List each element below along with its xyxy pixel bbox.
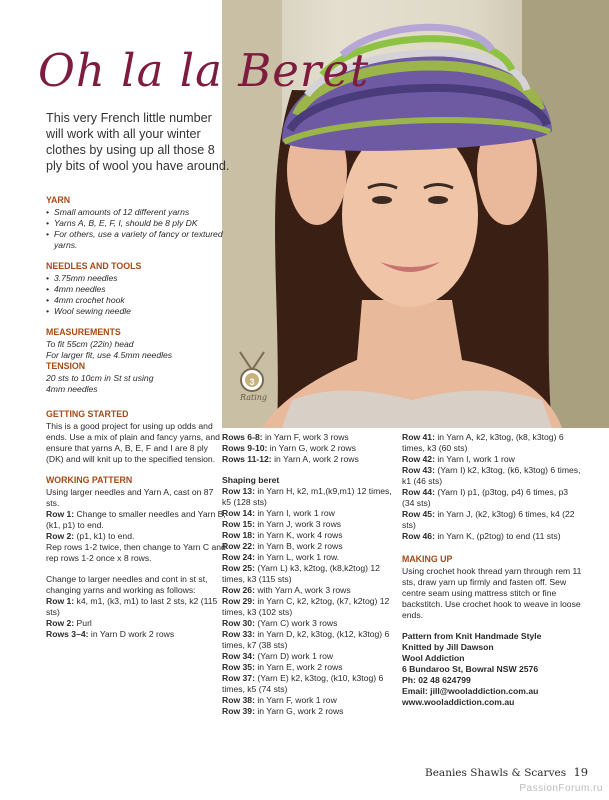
pattern-row bbox=[222, 673, 392, 695]
credit-website[interactable]: www.wooladdiction.com.au bbox=[402, 697, 515, 707]
pattern-row bbox=[46, 509, 226, 531]
row-text: in Yarn I, work 1 row bbox=[434, 454, 515, 464]
row-label: Rows 11-12: bbox=[222, 454, 272, 464]
row-label: Row 14: bbox=[222, 508, 255, 518]
credit-line: Ph: 02 48 624799 bbox=[402, 675, 471, 685]
row-text: in Yarn G, work 2 rows bbox=[267, 443, 356, 453]
column-2 bbox=[222, 432, 392, 717]
rating-label: Rating bbox=[240, 393, 268, 402]
repeat-text: Rep rows 1-2 twice, then change to Yarn C and rep rows 1-2 once x 8 rows. bbox=[46, 542, 226, 563]
row-label: Row 46: bbox=[402, 531, 435, 541]
watermark: PassionForum.ru bbox=[519, 783, 603, 794]
pattern-row bbox=[222, 662, 392, 673]
tension-line: 4mm needles bbox=[46, 384, 98, 394]
measurements-heading: MEASUREMENTS bbox=[46, 327, 121, 337]
pattern-row bbox=[222, 443, 392, 454]
row-label: Row 39: bbox=[222, 706, 255, 716]
working-pattern-intro: Using larger needles and Yarn A, cast on 87 sts. bbox=[46, 487, 214, 508]
pattern-row bbox=[222, 541, 392, 552]
rating-badge bbox=[240, 372, 264, 390]
pattern-row bbox=[46, 596, 226, 618]
row-label: Row 26: bbox=[222, 585, 255, 595]
row-label: Row 41: bbox=[402, 432, 435, 442]
list-item: • For others, use a variety of fancy or textured yarns. bbox=[46, 229, 226, 251]
row-label: Row 29: bbox=[222, 596, 255, 606]
credit-line: Wool Addiction bbox=[402, 653, 465, 663]
tension-heading: TENSION bbox=[46, 361, 86, 371]
row-label: Row 22: bbox=[222, 541, 255, 551]
pattern-row bbox=[222, 519, 392, 530]
list-item: • Small amounts of 12 different yarns bbox=[46, 207, 226, 218]
row-text: (p1, k1) to end. bbox=[74, 531, 135, 541]
credits bbox=[402, 631, 582, 708]
credit-line: Pattern from Knit Handmade Style bbox=[402, 631, 542, 641]
pattern-row bbox=[222, 706, 392, 717]
pattern-row bbox=[222, 695, 392, 706]
magazine-name: Beanies Shawls & Scarves bbox=[425, 767, 567, 779]
row-text: in Yarn A, k2, k3tog, (k8, k3tog) 6 times, k3 (60 sts) bbox=[402, 432, 564, 453]
row-label: Rows 9-10: bbox=[222, 443, 268, 453]
intro-paragraph: This very French little number will work with all your winter clothes by using up all those 8 ply bits of wool you have around. bbox=[46, 111, 230, 173]
pattern-row bbox=[222, 596, 392, 618]
pattern-row bbox=[46, 531, 226, 542]
tension-line: 20 sts to 10cm in St st using bbox=[46, 373, 154, 383]
page-number: 19 bbox=[573, 765, 589, 779]
row-label: Row 38: bbox=[222, 695, 255, 705]
row-text: in Yarn D, k2, k3tog, (k12, k3tog) 6 times, k7 (38 sts) bbox=[222, 629, 390, 650]
yarn-list bbox=[46, 207, 226, 251]
row-label: Row 1: bbox=[46, 509, 75, 519]
yarn-heading: YARN bbox=[46, 195, 71, 205]
row-text: (Yarn C) work 3 rows bbox=[254, 618, 338, 628]
pattern-row bbox=[46, 629, 226, 640]
credit-line: Knitted by Jill Dawson bbox=[402, 642, 494, 652]
row-text: (Yarn I) p1, (p3tog, p4) 6 times, p3 (34 sts) bbox=[402, 487, 569, 508]
row-text: in Yarn A, work 2 rows bbox=[271, 454, 359, 464]
pattern-row bbox=[222, 552, 392, 563]
pattern-row bbox=[222, 618, 392, 629]
row-label: Row 25: bbox=[222, 563, 255, 573]
row-label: Row 34: bbox=[222, 651, 255, 661]
list-item: • 4mm needles bbox=[46, 284, 226, 295]
row-label: Rows 6-8: bbox=[222, 432, 263, 442]
making-up-text: Using crochet hook thread yarn through rem 11 sts, draw yarn up firmly and fasten off. Sew centre seam using mattress stitch or fine backstitch. Use crochet hook to weave in loose ends. bbox=[402, 566, 582, 620]
row-text: in Yarn F, work 1 row bbox=[254, 695, 337, 705]
pattern-row bbox=[222, 563, 392, 585]
row-label: Row 1: bbox=[46, 596, 75, 606]
pattern-row bbox=[222, 432, 392, 443]
page-title: Oh la la Beret bbox=[38, 44, 370, 97]
row-label: Row 13: bbox=[222, 486, 255, 496]
row-text: in Yarn I, work 1 row bbox=[254, 508, 335, 518]
list-item: • 3.75mm needles bbox=[46, 273, 226, 284]
pattern-row bbox=[222, 486, 392, 508]
row-label: Row 18: bbox=[222, 530, 255, 540]
needles-list bbox=[46, 273, 226, 317]
pattern-row bbox=[222, 651, 392, 662]
column-3 bbox=[402, 432, 582, 708]
row-label: Row 33: bbox=[222, 629, 255, 639]
row-label: Row 24: bbox=[222, 552, 255, 562]
pattern-row bbox=[402, 454, 582, 465]
row-text: in Yarn C, k2, k2tog, (k7, k2tog) 12 times, k3 (102 sts) bbox=[222, 596, 390, 617]
row-text: with Yarn A, work 3 rows bbox=[254, 585, 351, 595]
row-label: Row 44: bbox=[402, 487, 435, 497]
row-label: Row 15: bbox=[222, 519, 255, 529]
pattern-row bbox=[402, 531, 582, 542]
row-text: in Yarn J, (k2, k3tog) 6 times, k4 (22 sts) bbox=[402, 509, 575, 530]
row-text: in Yarn B, work 2 rows bbox=[254, 541, 343, 551]
list-item: • 4mm crochet hook bbox=[46, 295, 226, 306]
row-label: Row 30: bbox=[222, 618, 255, 628]
measurement-line: To fit 55cm (22in) head bbox=[46, 339, 134, 349]
rating-value: 3 bbox=[249, 377, 255, 387]
row-text: in Yarn E, work 2 rows bbox=[254, 662, 343, 672]
row-text: in Yarn J, work 3 rows bbox=[254, 519, 342, 529]
list-item: • Wool sewing needle bbox=[46, 306, 226, 317]
row-label: Row 35: bbox=[222, 662, 255, 672]
row-text: in Yarn H, k2, m1,(k9,m1) 12 times, k5 (128 sts) bbox=[222, 486, 392, 507]
pattern-row bbox=[402, 487, 582, 509]
change-text: Change to larger needles and cont in st st, changing yarns and working as follows: bbox=[46, 574, 208, 595]
pattern-row bbox=[222, 530, 392, 541]
pattern-row bbox=[222, 454, 392, 465]
row-text: (Yarn E) k2, k3tog, (k10, k3tog) 6 times, k5 (74 sts) bbox=[222, 673, 384, 694]
row-label: Rows 3–4: bbox=[46, 629, 89, 639]
getting-started-text: This is a good project for using up odds and ends. Use a mix of plain and fancy yarns, and ensure that yarns A, B, E, F and I are 8 ply (DK) and will knit up to the specified tension. bbox=[46, 421, 220, 464]
row-text: in Yarn K, (p2tog) to end (11 sts) bbox=[434, 531, 561, 541]
row-label: Row 43: bbox=[402, 465, 435, 475]
pattern-row bbox=[222, 508, 392, 519]
pattern-row bbox=[402, 509, 582, 531]
pattern-row bbox=[402, 432, 582, 454]
shaping-heading: Shaping beret bbox=[222, 475, 280, 485]
row-label: Row 42: bbox=[402, 454, 435, 464]
row-text: (Yarn D) work 1 row bbox=[254, 651, 334, 661]
credit-line: 6 Bundaroo St, Bowral NSW 2576 bbox=[402, 664, 539, 674]
row-text: Change to smaller needles and Yarn B, (k1, p1) to end. bbox=[46, 509, 226, 530]
row-text: Purl bbox=[74, 618, 92, 628]
column-1 bbox=[46, 195, 226, 640]
needles-heading: NEEDLES AND TOOLS bbox=[46, 261, 142, 271]
pattern-row bbox=[46, 618, 226, 629]
row-text: in Yarn F, work 3 rows bbox=[262, 432, 349, 442]
row-label: Row 45: bbox=[402, 509, 435, 519]
getting-started-heading: GETTING STARTED bbox=[46, 409, 129, 419]
row-text: (Yarn L) k3, k2tog, (k8,k2tog) 12 times, k3 (115 sts) bbox=[222, 563, 380, 584]
pattern-row bbox=[222, 629, 392, 651]
row-text: in Yarn K, work 4 rows bbox=[254, 530, 343, 540]
working-pattern-heading: WORKING PATTERN bbox=[46, 475, 133, 485]
measurement-line: For larger fit, use 4.5mm needles bbox=[46, 350, 173, 360]
row-label: Row 2: bbox=[46, 531, 75, 541]
credit-email[interactable]: Email: jill@wooladdiction.com.au bbox=[402, 686, 539, 696]
row-text: in Yarn G, work 2 rows bbox=[254, 706, 344, 716]
pattern-row bbox=[402, 465, 582, 487]
pattern-row bbox=[222, 585, 392, 596]
row-label: Row 2: bbox=[46, 618, 75, 628]
list-item: • Yarns A, B, E, F, I, should be 8 ply DK bbox=[46, 218, 226, 229]
row-text: in Yarn L, work 1 row. bbox=[254, 552, 340, 562]
making-up-heading: MAKING UP bbox=[402, 554, 453, 564]
page-footer bbox=[425, 765, 588, 779]
row-text: in Yarn D work 2 rows bbox=[88, 629, 175, 639]
row-text: (Yarn I) k2, k3tog, (k6, k3tog) 6 times, k1 (46 sts) bbox=[402, 465, 581, 486]
row-label: Row 37: bbox=[222, 673, 255, 683]
row-text: k4, m1, (k3, m1) to last 2 sts, k2 (115 sts) bbox=[46, 596, 218, 617]
